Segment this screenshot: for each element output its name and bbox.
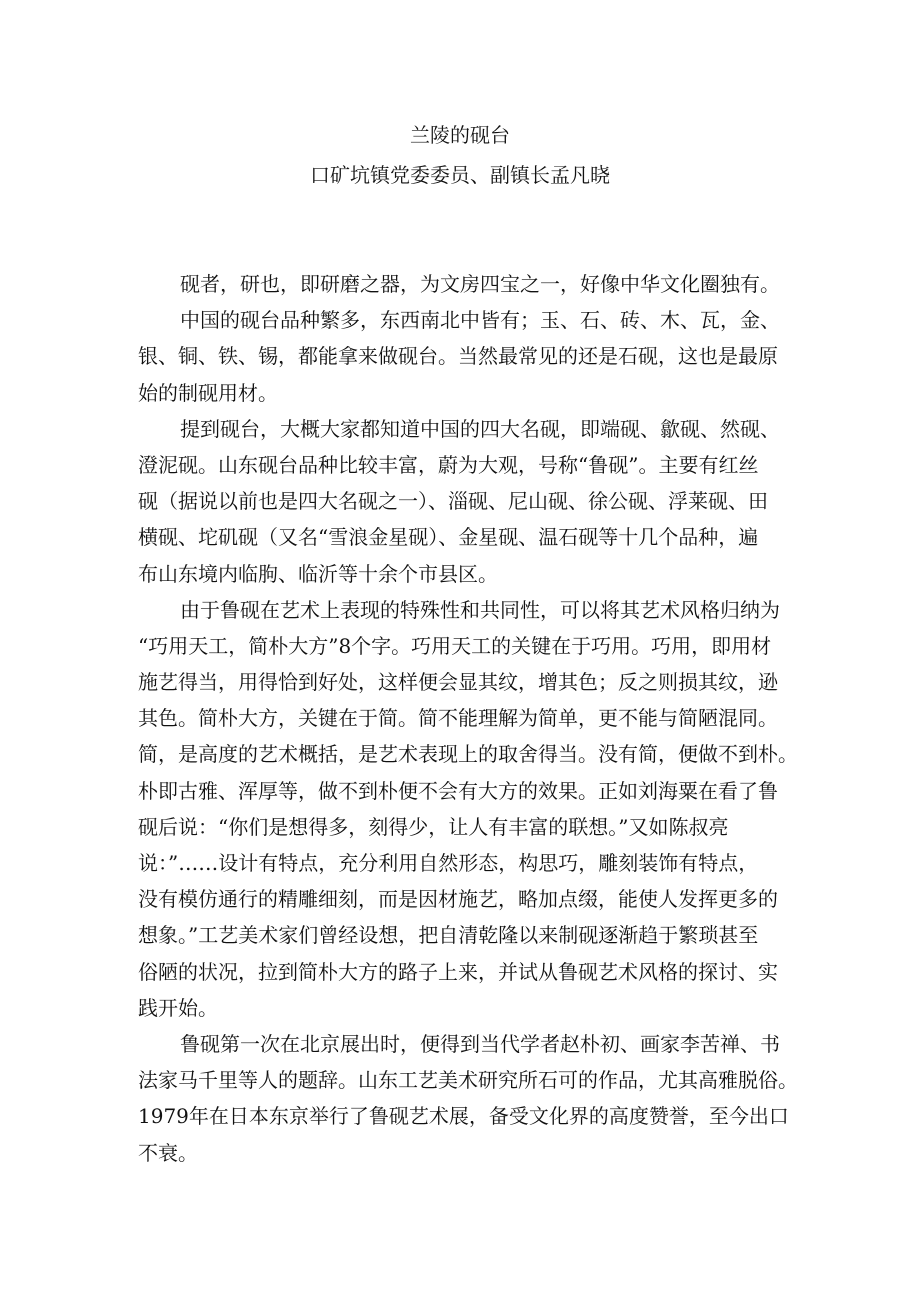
paragraph-line: 砚者，研也，即研磨之器，为文房四宝之一，好像中华文化圈独有。 <box>180 272 780 296</box>
paragraph-line: 鲁砚第一次在北京展出时，便得到当代学者赵朴初、画家李苦禅、书 <box>180 1031 780 1056</box>
paragraph-line: 说：”……设计有特点，充分利用自然形态，构思巧，雕刻装饰有特点， <box>138 851 759 875</box>
paragraph-line: 施艺得当，用得恰到好处，这样便会显其纹，增其色；反之则损其纹，逊 <box>138 670 778 695</box>
paragraph-line: 其色。简朴大方，关键在于简。简不能理解为简单，更不能与简陋混同。 <box>138 706 778 731</box>
paragraph-line: 1979年在日本东京举行了鲁砚艺术展，备受文化界的高度赞誉，至今出口 <box>138 1104 789 1129</box>
paragraph-line: 由于鲁砚在艺术上表现的特殊性和共同性，可以将其艺术风格归纳为 <box>180 597 780 622</box>
paragraph-line: 想象。”工艺美术家们曾经设想，把自清乾隆以来制砚逐渐趋于繁琐甚至 <box>138 923 759 948</box>
paragraph-line: 不衰。 <box>138 1140 198 1165</box>
paragraph-line: 砚（据说以前也是四大名砚之一）、淄砚、尼山砚、徐公砚、浮莱砚、田 <box>138 489 768 514</box>
paragraph-line: 法家马千里等人的题辞。山东工艺美术研究所石可的作品，尤其高雅脱俗。 <box>138 1068 798 1093</box>
paragraph-line: 中国的砚台品种繁多，东西南北中皆有；玉、石、砖、木、瓦，金、 <box>180 308 780 333</box>
paragraph-line: 提到砚台，大概大家都知道中国的四大名砚，即端砚、歙砚、然砚、 <box>180 416 780 441</box>
paragraph-line: 澄泥砚。山东砚台品种比较丰富，蔚为大观，号称“鲁砚”。主要有红丝 <box>138 452 759 477</box>
paragraph-line: 布山东境内临朐、临沂等十余个市县区。 <box>138 561 498 586</box>
paragraph-line: 简，是高度的艺术概括，是艺术表现上的取舍得当。没有简，便做不到朴。 <box>138 742 798 767</box>
paragraph-line: 始的制砚用材。 <box>138 380 278 405</box>
paragraph-line: 俗陋的状况，拉到简朴大方的路子上来，并试从鲁砚艺术风格的探讨、实 <box>138 959 778 984</box>
paragraph-line: 横砚、坨矶砚（又名“雪浪金星砚）、金星砚、温石砚等十几个品种，遍 <box>138 525 759 550</box>
author-line: 口矿坑镇党委委员、副镇长孟凡晓 <box>310 163 610 187</box>
paragraph-line: 没有模仿通行的精雕细刻，而是因材施艺，略加点缀，能使人发挥更多的 <box>138 887 778 912</box>
paragraph-line: “巧用天工，简朴大方”8个字。巧用天工的关键在于巧用。巧用，即用材 <box>138 633 772 658</box>
paragraph-line: 砚后说：“你们是想得多，刻得少，让人有丰富的联想。”又如陈叔亮 <box>138 814 729 839</box>
paragraph-line: 朴即古雅、浑厚等，做不到朴便不会有大方的效果。正如刘海粟在看了鲁 <box>138 778 778 803</box>
document-title: 兰陵的砚台 <box>410 123 510 147</box>
paragraph-line: 银、铜、铁、锡，都能拿来做砚台。当然最常见的还是石砚，这也是最原 <box>138 344 778 369</box>
document-body <box>138 266 798 1171</box>
paragraph-line: 践开始。 <box>138 995 218 1020</box>
